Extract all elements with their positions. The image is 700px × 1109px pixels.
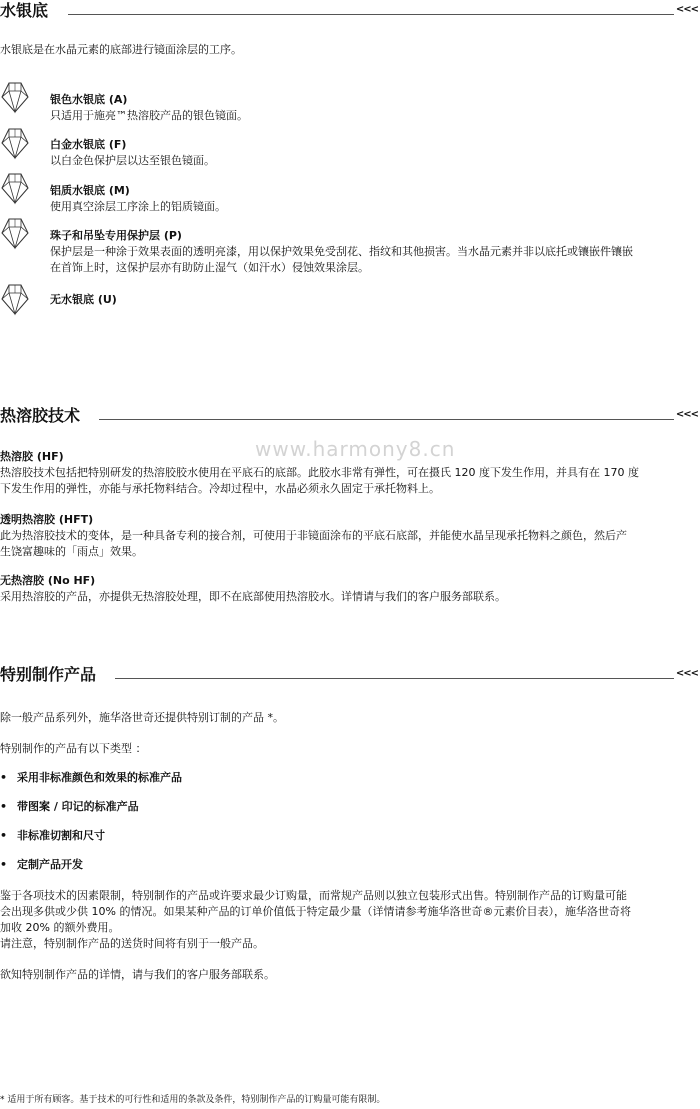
section-divider <box>99 419 674 420</box>
block-line: 生饶富趣味的「雨点」效果。 <box>0 545 143 558</box>
bullet-dot: • <box>0 829 8 842</box>
block-title: 无热溶胶 (No HF) <box>0 574 96 587</box>
custom-body <box>0 888 700 952</box>
item-description: 保护层是一种涂于效果表面的透明亮漆，用以保护效果免受刮花、指纹和其他损害。当水晶元素并非以底托或镶嵌件镶嵌 <box>50 245 633 258</box>
body-line: 加收 20% 的额外费用。 <box>0 921 120 934</box>
item-description-cont: 在首饰上时，这保护层亦有助防止湿气（如汗水）侵蚀效果涂层。 <box>50 261 369 274</box>
body-line: 请注意，特别制作产品的送货时间将有别于一般产品。 <box>0 937 264 950</box>
mirror-item <box>50 137 700 169</box>
mirror-item <box>50 92 700 124</box>
custom-types-intro: 特别制作的产品有以下类型 ： <box>0 742 147 755</box>
bullet-item <box>0 828 700 844</box>
block-line: 下发生作用的弹性，亦能与承托物料结合。冷却过程中，水晶必须永久固定于承托物料上。 <box>0 482 440 495</box>
item-name: 银色水银底 (A) <box>50 93 128 106</box>
back-to-top-link[interactable]: <<< <box>675 409 698 420</box>
crystal-icon <box>0 171 30 205</box>
block-line: 热溶胶技术包括把特别研发的热溶胶胶水使用在平底石的底部。此胶水非常有弹性，可在摄氏 120 度下发生作用，并具有在 170 度 <box>0 466 639 479</box>
item-name: 无水银底 (U) <box>50 293 117 306</box>
item-name: 铝质水银底 (M) <box>50 184 130 197</box>
crystal-icon <box>0 282 30 316</box>
item-name: 白金水银底 (F) <box>50 138 127 151</box>
section-title: 水银底 <box>0 1 49 20</box>
body-line: 鉴于各项技术的因素限制，特别制作的产品或许要求最少订购量，而常规产品则以独立包装形式出售。特别制作产品的订购量可能 <box>0 889 627 902</box>
section-title: 特别制作产品 <box>0 665 97 684</box>
bullet-dot: • <box>0 800 8 813</box>
block-line: 采用热溶胶的产品，亦提供无热溶胶处理，即不在底部使用热溶胶水。详情请与我们的客户服务部联系。 <box>0 590 506 603</box>
body-line: 会出现多供或少供 10% 的情况。如果某种产品的订单价值低于特定最少量（详情请参考施华洛世奇®元素价目表），施华洛世奇将 <box>0 905 631 918</box>
section-divider <box>68 14 674 15</box>
custom-intro: 除一般产品系列外，施华洛世奇还提供特别订制的产品 *。 <box>0 711 284 724</box>
section-header-custom <box>0 664 700 686</box>
block-title: 透明热溶胶 (HFT) <box>0 513 94 526</box>
bullet-item <box>0 799 700 815</box>
item-name: 珠子和吊坠专用保护层 (P) <box>50 229 182 242</box>
bullet-text: 采用非标准颜色和效果的标准产品 <box>17 771 182 784</box>
back-to-top-link[interactable]: <<< <box>675 668 698 679</box>
hotfix-block <box>0 512 700 560</box>
section-title: 热溶胶技术 <box>0 406 81 425</box>
crystal-icon <box>0 80 30 114</box>
crystal-icon <box>0 216 30 250</box>
section-header-hotfix <box>0 405 700 427</box>
mirror-item <box>50 228 700 276</box>
section-header-mirror <box>0 0 700 22</box>
hotfix-block <box>0 573 700 605</box>
bullet-dot: • <box>0 858 8 871</box>
section-divider <box>115 678 674 679</box>
bullet-dot: • <box>0 771 8 784</box>
item-description: 使用真空涂层工序涂上的铝质镜面。 <box>50 200 226 213</box>
mirror-item <box>50 292 700 308</box>
watermark: www.harmony8.cn <box>255 437 456 461</box>
block-line: 此为热溶胶技术的变体，是一种具备专利的接合剂，可使用于非镜面涂布的平底石底部，并能使水晶呈现承托物料之颜色，然后产 <box>0 529 627 542</box>
bullet-text: 非标准切割和尺寸 <box>17 829 105 842</box>
crystal-icon <box>0 126 30 160</box>
custom-contact: 欲知特别制作产品的详情，请与我们的客户服务部联系。 <box>0 968 275 981</box>
item-description: 以白金色保护层以达至银色镜面。 <box>50 154 215 167</box>
intro-text: 水银底是在水晶元素的底部进行镜面涂层的工序。 <box>0 43 242 56</box>
bullet-item <box>0 857 700 873</box>
item-description: 只适用于施亮™热溶胶产品的银色镜面。 <box>50 109 248 122</box>
block-title: 热溶胶 (HF) <box>0 450 64 463</box>
back-to-top-link[interactable]: <<< <box>675 4 698 15</box>
mirror-item <box>50 183 700 215</box>
footnote: * 适用于所有顾客。基于技术的可行性和适用的条款及条件，特别制作产品的订购量可能有限制。 <box>0 1095 386 1105</box>
bullet-item <box>0 770 700 786</box>
bullet-text: 定制产品开发 <box>17 858 83 871</box>
bullet-text: 带图案 / 印记的标准产品 <box>17 800 139 813</box>
